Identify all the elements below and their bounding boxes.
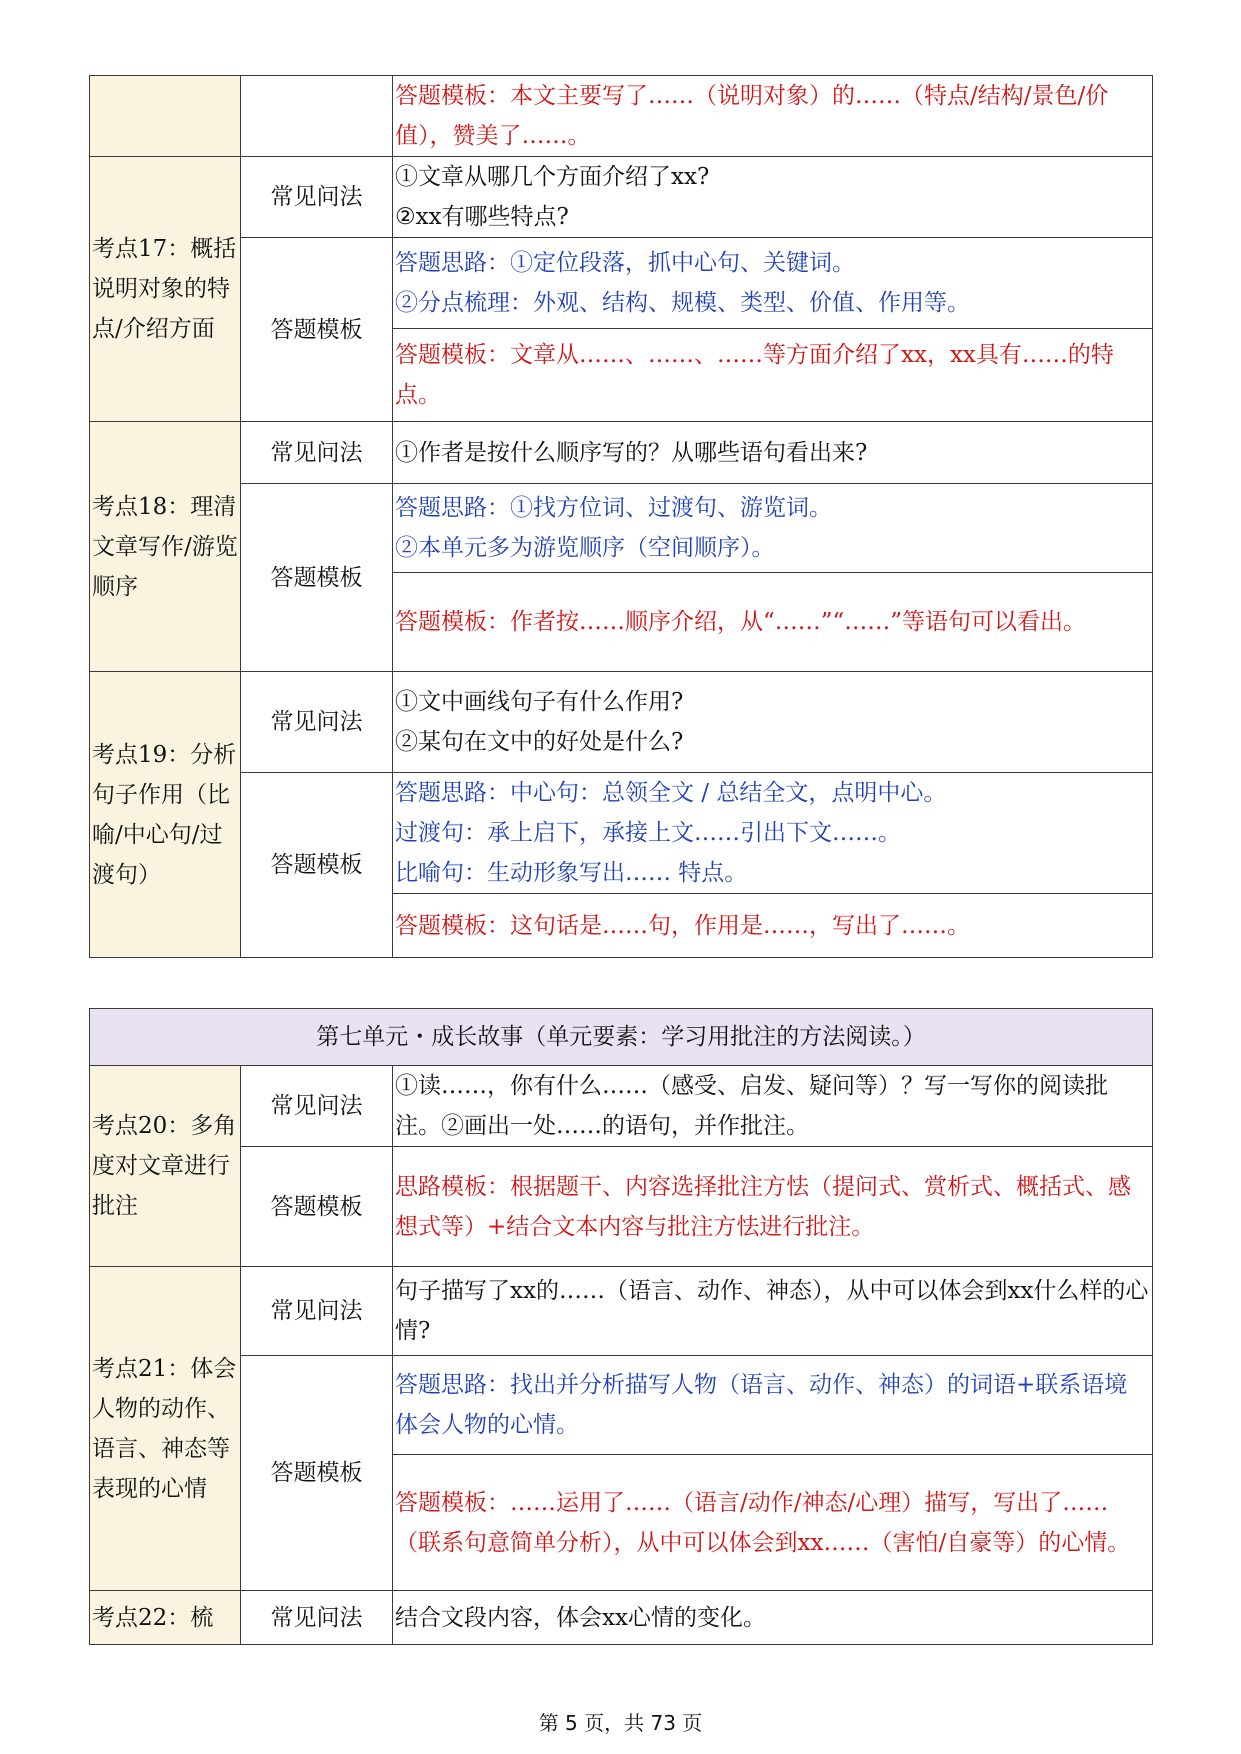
answer-thinking-text <box>393 484 1153 573</box>
common-question-label: 常见问法 <box>241 422 393 484</box>
answer-thinking-text <box>393 773 1153 894</box>
answer-template-label: 答题模板 <box>241 1147 393 1267</box>
question-line: ②某句在文中的好处是什么? <box>395 729 684 755</box>
thinking-line: ②本单元多为游览顺序（空间顺序）。 <box>395 535 775 561</box>
thinking-line: 过渡句：承上启下，承接上文……引出下文……。 <box>395 820 901 846</box>
label-cell-empty <box>241 76 393 157</box>
study-table-unit6 <box>89 75 1153 958</box>
page-number: 第 5 页，共 73 页 <box>538 1711 703 1735</box>
unit-header: 第七单元・成长故事（单元要素：学习用批注的方法阅读。） <box>90 1009 1153 1066</box>
common-question-label: 常见问法 <box>241 1591 393 1645</box>
answer-template-text: 答题模板：作者按……顺序介绍，从“……”“……”等语句可以看出。 <box>393 573 1153 672</box>
common-question-text <box>393 422 1153 484</box>
question-line: ①文章从哪几个方面介绍了xx? <box>395 164 710 190</box>
study-table-unit7 <box>89 1008 1153 1645</box>
answer-template-text: 答题模板：文章从……、……、……等方面介绍了xx，xx具有……的特点。 <box>393 329 1153 422</box>
answer-template-label: 答题模板 <box>241 484 393 672</box>
question-line: ②xx有哪些特点? <box>395 204 569 230</box>
kaodian-19: 考点19：分析句子作用（比喻/中心句/过渡句） <box>90 672 241 958</box>
answer-template-label: 答题模板 <box>241 773 393 958</box>
answer-template-label: 答题模板 <box>241 238 393 422</box>
answer-template-text: 答题模板：本文主要写了……（说明对象）的……（特点/结构/景色/价值），赞美了……。 <box>393 76 1153 157</box>
answer-template-label: 答题模板 <box>241 1356 393 1591</box>
answer-thinking-text: 答题思路：找出并分析描写人物（语言、动作、神态）的词语+联系语境体会人物的心情。 <box>393 1356 1153 1455</box>
common-question-label: 常见问法 <box>241 157 393 238</box>
common-question-label: 常见问法 <box>241 672 393 773</box>
common-question-label: 常见问法 <box>241 1267 393 1356</box>
kaodian-22: 考点22：梳 <box>90 1591 241 1645</box>
kaodian-20: 考点20：多角度对文章进行批注 <box>90 1066 241 1267</box>
thinking-line: ②分点梳理：外观、结构、规模、类型、价值、作用等。 <box>395 290 970 316</box>
common-question-text: ①读……，你有什么……（感受、启发、疑问等）？写一写你的阅读批注。②画出一处……的语句，并作批注。 <box>393 1066 1153 1147</box>
common-question-label: 常见问法 <box>241 1066 393 1147</box>
answer-template-text: 答题模板：……运用了……（语言/动作/神态/心理）描写，写出了……（联系句意简单分析），从中可以体会到xx……（害怕/自豪等）的心情。 <box>393 1455 1153 1591</box>
thinking-line: 比喻句：生动形象写出…… 特点。 <box>395 860 748 886</box>
question-line: ①文中画线句子有什么作用? <box>395 689 684 715</box>
kaodian-18: 考点18：理清文章写作/游览顺序 <box>90 422 241 672</box>
thinking-line: 答题思路：①定位段落，抓中心句、关键词。 <box>395 250 855 276</box>
thinking-line: 答题思路：中心句：总领全文 / 总结全文，点明中心。 <box>395 780 947 806</box>
kaodian-21: 考点21：体会人物的动作、语言、神态等表现的心情 <box>90 1267 241 1591</box>
kaodian-cell-continued <box>90 76 241 157</box>
common-question-text <box>393 672 1153 773</box>
common-question-text: 结合文段内容，体会xx心情的变化。 <box>393 1591 1153 1645</box>
thinking-line: 答题思路：①找方位词、过渡句、游览词。 <box>395 495 832 521</box>
answer-thinking-text <box>393 238 1153 329</box>
answer-template-text: 答题模板：这句话是……句，作用是……，写出了……。 <box>393 894 1153 958</box>
answer-template-text: 思路模板：根据题干、内容选择批注方怯（提问式、赏析式、概括式、感想式等）+结合文本内容与批注方怯进行批注。 <box>393 1147 1153 1267</box>
common-question-text: 句子描写了xx的……（语言、动作、神态），从中可以体会到xx什么样的心情? <box>393 1267 1153 1356</box>
kaodian-17: 考点17：概括说明对象的特点/介绍方面 <box>90 157 241 422</box>
question-line: ①作者是按什么顺序写的？从哪些语句看出来? <box>395 439 868 466</box>
common-question-text <box>393 157 1153 238</box>
